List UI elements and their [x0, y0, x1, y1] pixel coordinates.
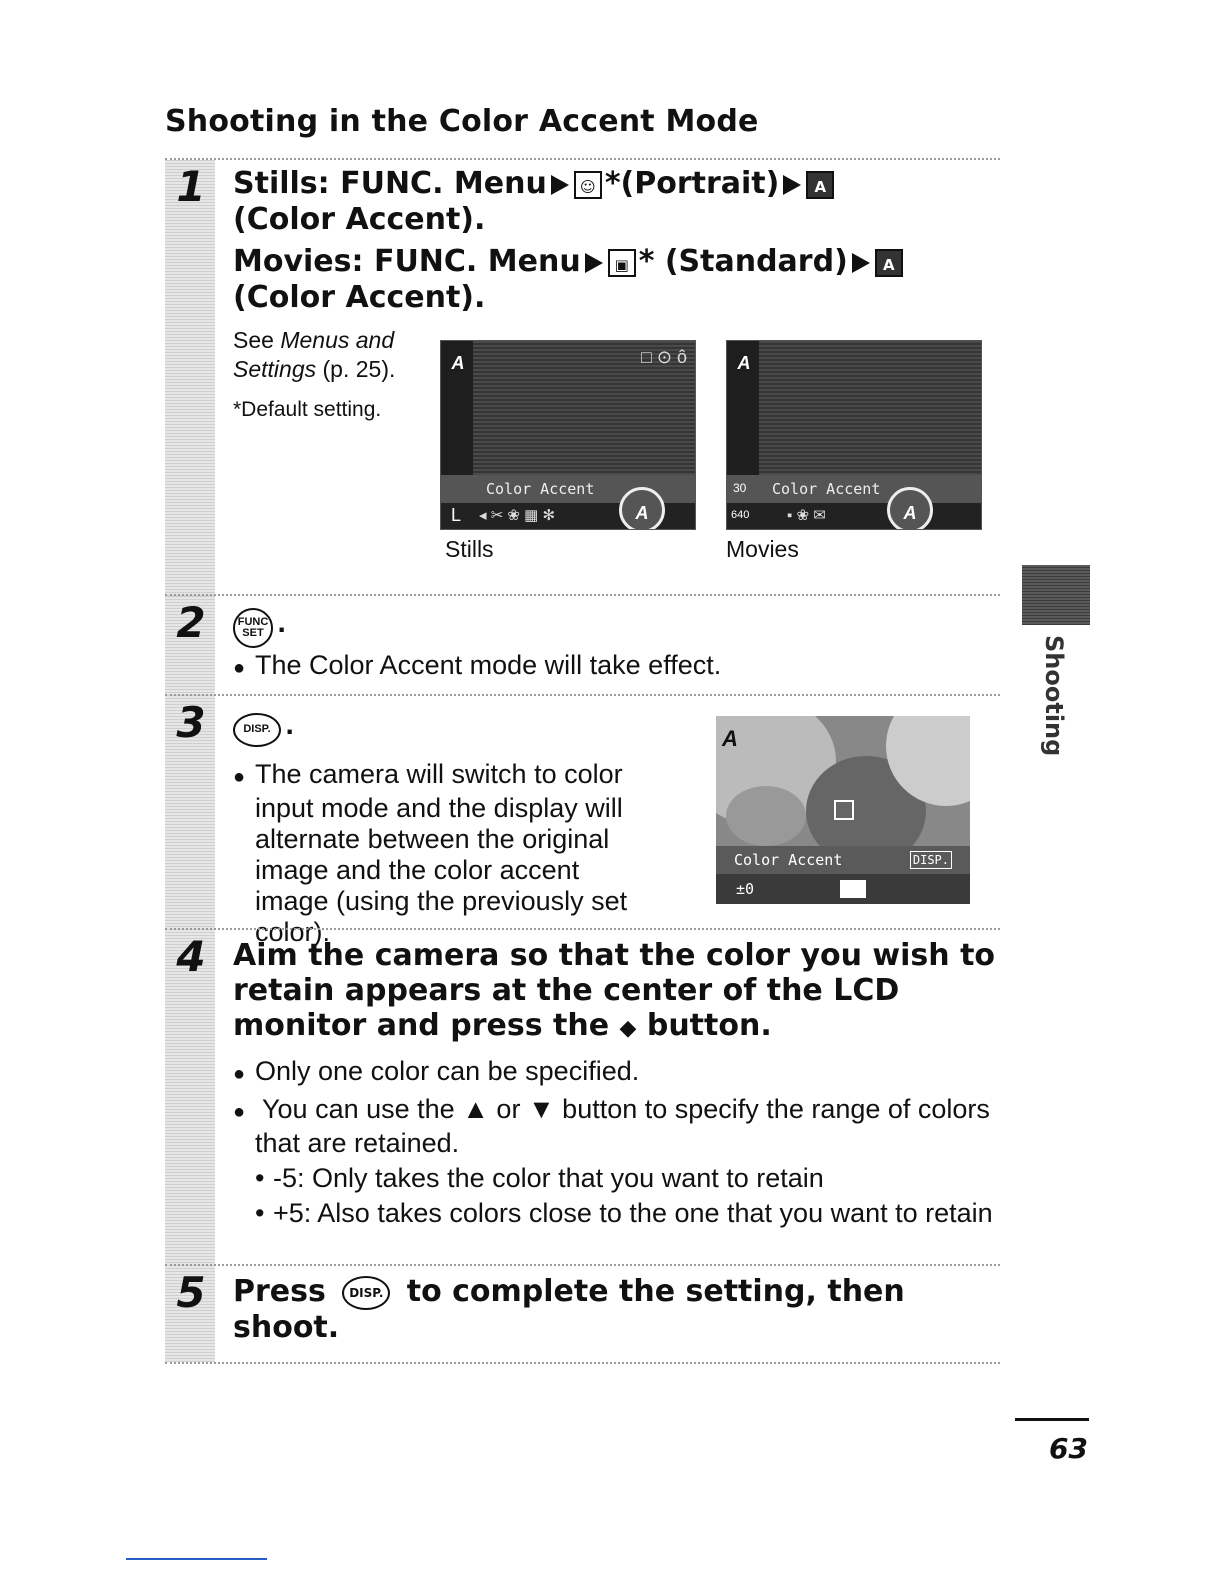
step4-bullet-2	[233, 1094, 1000, 1159]
lcd-size: L	[451, 505, 462, 525]
step4-sub-2: • +5: Also takes colors close to the one that you want to retain	[233, 1198, 1000, 1229]
disp-label: DISP.	[243, 723, 271, 736]
lcd-label-bar	[727, 475, 981, 503]
movie-accent-badge-icon: A	[737, 353, 751, 373]
movies-prefix: Movies: FUNC. Menu	[233, 244, 581, 279]
step4-heading-b: button.	[636, 1008, 772, 1043]
selected-mode-circle-icon: A	[619, 487, 665, 530]
bullet2-a: You can use the	[262, 1094, 463, 1124]
stills-instruction	[233, 166, 1000, 238]
arrow-right-icon	[852, 253, 870, 273]
arrow-right-icon	[551, 175, 569, 195]
arrow-right-icon	[585, 253, 603, 273]
movie-resolution: 640	[731, 509, 750, 521]
color-accent-badge-icon: A	[722, 726, 738, 751]
lcd-mode-icons: ◂ ✂ ❀ ▦ ✻	[479, 507, 556, 524]
step-number: 5	[176, 1268, 206, 1317]
step-band	[165, 160, 215, 596]
stills-portrait: *(Portrait)	[604, 166, 780, 201]
arrow-down-icon: ▼	[527, 1094, 555, 1124]
step-1	[165, 158, 1000, 596]
step4-sub-1: • -5: Only takes the color that you want to retain	[233, 1163, 1000, 1194]
stills-prefix: Stills: FUNC. Menu	[233, 166, 547, 201]
arrow-up-icon: ▲	[462, 1094, 489, 1124]
step5-heading-a: Press	[233, 1274, 337, 1309]
movies-standard: * (Standard)	[638, 244, 848, 279]
preview-label-bar	[716, 846, 970, 874]
movies-instruction	[233, 244, 1000, 316]
color-accent-badge-icon: A	[451, 353, 465, 373]
lcd-status-icons: □ ⊙ ô	[641, 347, 687, 367]
disp-line: DISP. .	[233, 708, 660, 747]
color-accent-icon: A	[806, 171, 834, 199]
step4-heading	[233, 938, 1000, 1046]
see-reference	[233, 326, 423, 384]
movie-color-accent-icon: A	[875, 249, 903, 277]
step-number: 3	[176, 698, 206, 747]
bullet2-c: button to specify the range of colors that are retained.	[255, 1094, 990, 1158]
step-5	[165, 1264, 1000, 1364]
step3-bullet: ● The camera will switch to color input mode and the display will alternate between the original image and the color accent image (using the previously set color).	[233, 759, 660, 948]
color-swatch	[840, 880, 866, 898]
default-note: *Default setting.	[233, 398, 382, 421]
selected-mode-circle-icon: A	[887, 487, 933, 530]
step5-heading-b: to complete the setting, then shoot.	[233, 1274, 905, 1345]
step4-bullet-1: ● Only one color can be specified.	[233, 1056, 1000, 1090]
stills-lcd-screen	[440, 340, 696, 530]
lcd-label: Color Accent	[486, 480, 595, 498]
step5-heading	[233, 1274, 1000, 1346]
foliage-shape	[726, 786, 806, 846]
see-ref: Menus and Settings	[233, 327, 395, 382]
color-accent-preview-screen	[716, 716, 970, 904]
step-number: 2	[176, 598, 206, 647]
disp-label: DISP.	[349, 1285, 384, 1300]
step-number: 1	[176, 162, 206, 211]
step-number: 4	[176, 932, 206, 981]
focus-frame-icon	[834, 800, 854, 820]
func-set-label: FUNC SET	[237, 615, 269, 639]
step2-bullet: ● The Color Accent mode will take effect.	[233, 650, 1000, 684]
func-set-line: FUNC SET .	[233, 606, 1000, 648]
step-2	[165, 594, 1000, 696]
lcd-label: Color Accent	[772, 480, 881, 498]
page-title: Shooting in the Color Accent Mode	[165, 104, 759, 139]
arrow-left-icon: ◆	[619, 1016, 637, 1041]
movies-suffix: (Color Accent).	[233, 280, 486, 315]
step-4	[165, 928, 1000, 1266]
movies-lcd-screen	[726, 340, 982, 530]
lcd-mode-row	[727, 503, 981, 529]
page-number: 63	[1049, 1432, 1088, 1465]
preview-label: Color Accent	[734, 851, 843, 869]
disp-button-icon	[233, 713, 281, 747]
stills-caption: Stills	[445, 536, 494, 562]
preview-value-row	[716, 874, 970, 904]
movie-frame-rate: 30	[733, 481, 747, 495]
section-tab-label: Shooting	[1040, 635, 1068, 757]
step4-heading-a: Aim the camera so that the color you wish to retain appears at the center of the LCD monitor and press the	[233, 938, 996, 1043]
bullet2-b: or	[488, 1094, 528, 1124]
see-prefix: See	[233, 327, 281, 353]
preview-disp-label: DISP.	[910, 851, 952, 869]
movies-caption: Movies	[726, 536, 799, 562]
func-set-button-icon	[233, 608, 273, 648]
see-page: (p. 25).	[316, 356, 396, 382]
footer-line	[126, 1558, 267, 1560]
stills-suffix: (Color Accent).	[233, 202, 486, 237]
section-tab	[1022, 565, 1090, 625]
portrait-mode-icon: ☺	[574, 171, 602, 199]
lcd-mode-icons: ▪ ❀ ✉	[787, 507, 826, 524]
disp-button-icon	[342, 1276, 390, 1310]
movie-standard-icon: ▣	[608, 249, 636, 277]
page-number-rule	[1015, 1418, 1089, 1421]
preview-range-value: ±0	[736, 880, 755, 898]
arrow-right-icon	[783, 175, 801, 195]
